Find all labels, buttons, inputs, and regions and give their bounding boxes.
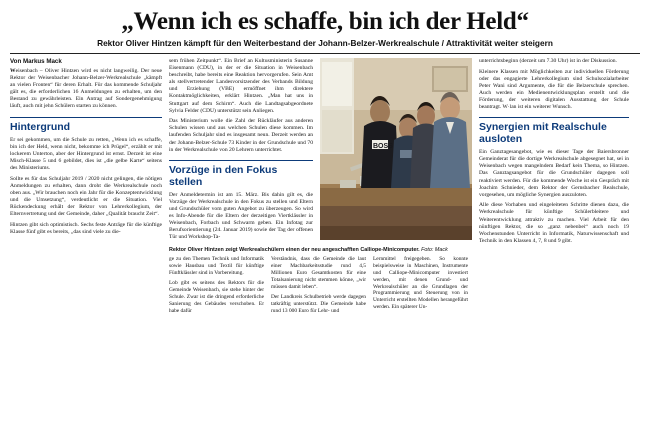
center-top-text: [169, 58, 472, 245]
column-center: [169, 58, 472, 318]
center-bottom-col-2: [271, 256, 366, 318]
paragraph: Der Anmeldetermin ist am 15. März. Bis dahin gilt es, die Vorzüge der Werkrealschule in den Fokus zu stellen und Eltern und Grundschüler vom guten Angebot zu überzeugen. So wird es Info-Abende für die Eltern der derzeitigen Viertklässler in Weisenbach, Forbach und Schwarm geben. Ein Infotag zur Berufsorientierung (24. Januar 2019) sowie der Tag der offenen Tür und Workshop-Ta-: [169, 191, 313, 241]
paragraph: Ein Ganztagesangebot, wie es dieser Tage der Baiersbronner Gemeinderat für die dortige Werkrealschule abgesegnet hat, sei in Weisenbach wegen mangelndem Bedarf kein Thema, so Hintzen. Das Ganztagsangebot für die Grundschüler dagegen soll reaktiviert werden. Für die kommende Woche ist ein Gespräch mit Joachim Schnieder, dem Rektor der Gernsbacher Realschule, vorgesehen, um mögliche Synergien auszuloten.: [479, 149, 629, 198]
section-heading-synergien: Synergien mit Realschule ausloten: [479, 117, 629, 145]
paragraph: Er sei gekommen, um die Schule zu retten, „Wenn ich es schaffe, bin ich der Held, wenn nicht, bekomme ich Prügel“, erzählt er mit lockerem Unterton, aber der Hintergrund ist ernst. Derzeit ist eine Misch-Klasse 5 und 6 gebildet, dies ist „die gelbe Karte“ seitens des Ministeriums.: [10, 136, 162, 171]
paragraph: Weisenbach – Oliver Hintzen wird es nicht langweilig. Der neue Rektor der Weisenbacher Johann-Belzer-Werkrealschule „kämpft an vielen Fronten“ für deren Erhalt. Für das kommende Schuljahr gält es, die erforderlichen 16 Anmeldungen zu erhalten, um den Bestand zu gewährleisten. Ein Antrag auf Sondergenehmigung läuft, auch mit jehn Schülern starten zu können.: [10, 68, 162, 110]
svg-text:BOSS: BOSS: [373, 143, 393, 150]
section-heading-hintergrund: Hintergrund: [10, 117, 162, 133]
page-title: „Wenn ich es schaffe, bin ich der Held“: [121, 8, 529, 35]
caption-text: Rektor Oliver Hintzen zeigt Werkrealschülern einen der neu angeschafften Calliope-Minicomputer.: [169, 246, 420, 253]
paragraph: unterrichtsbeginn (derzeit um 7.30 Uhr) ist in der Diskussion.: [479, 58, 617, 64]
paragraph: Lob gibt es seitens des Rektors für die Gemeinde Weisenbach, sie stehe hinter der Schule. Zwar ist die dringend erforderliche Sanierung des Gebäudes verschoben. Er habe dafür: [169, 280, 264, 314]
paragraph: Der Landkreis Schulbetrieb werde dagegen tatkräftig unterstützt. Die Gemeinde habe rund 13 000 Euro für Lehr- und: [271, 293, 366, 314]
divider: [10, 53, 640, 54]
paragraph: Das Ministerium wolle die Zahl der Rückläufer aus anderen Schulen wissen und aus welchen Schulen diese kommen. Im laufenden Schuljahr sind es insgesamt neun. Derzeit werden an der Johann-Belzer-Schule 73 Kinder in der Grundschule und 70 in der Werkrealschule von 20 Lehrern unterrichtet.: [169, 118, 313, 153]
paragraph: Verständnis, dass die Gemeinde die laut einer Machbarkeitsstudie rund 4,5 Millionen Euro Gesamtkosten für eine Totalsanierung nicht stemmen könne, „wir müssen damit leben“.: [271, 255, 366, 290]
photo-caption: [169, 247, 472, 254]
paragraph: Kleinere Klassen mit Möglichkeiten zur individuellen Förderung oder das engagierte Lehrerkollegium sind Schulsozialarbeiter Peter Wani sind Argumente, die für die Belzerschule sprechen. Auch werden ein Medienentwicklungsplan erstellt und die Förderung, der weiteren digitalen Ausstattung der Schule beantragt. W·lan ist ein weiterer Wunsch.: [479, 68, 629, 111]
column-two: [169, 58, 313, 245]
column-left: [10, 58, 162, 239]
photo-credit: Foto: Mack: [421, 246, 448, 253]
section-heading-vorzuege: Vorzüge in den Fokus stellen: [169, 160, 313, 188]
center-bottom-col-1: [169, 256, 264, 318]
byline: Von Markus Mack: [10, 58, 62, 65]
paragraph: Hintzen gibt sich optimistisch. Sechs feste Anträge für die künftige Klasse fünf gibt es bereits, „das sind viele zu die-: [10, 221, 162, 235]
center-bottom-col-3: [373, 256, 468, 318]
column-right: [479, 58, 629, 248]
paragraph: Lernmittel freigegeben. So konnte beispielsweise in Maschinen, Instrumente und Calliope-Minicomputer investiert werden, mit denen Grund- und Werkrealschüler an die Grundlagen der Programmierung und Steuerung von in Unterricht erstellten Modellen herangeführt werden. Ein späterer Un-: [373, 255, 468, 311]
photo-hintzen-with-students: [320, 58, 472, 240]
article-columns: [10, 58, 640, 318]
center-photo-block: [320, 58, 472, 245]
paragraph: sem frühen Zeitpunkt“. Ein Brief an Kultusministerin Susanne Eisenmann (CDU), in der er die Situation in Weisenbach beschreibt, habe bereits eine Reaktion hervorgerufen. Sein Amt als stellvertretender Landesvorsitzender des Verbands Bildung und Erziehung (VBE) ermöffnet ihm direktere Kontaktmöglichkeiten, erklärt Hintzen. „Man hat uns in Stuttgart auf dem Schirm“. Auch die Landtagsabgeordnete Sylvia Felder (CDU) unterstützt sein Anliegen.: [169, 58, 313, 114]
paragraph: Sollte es für das Schuljahr 2019 / 2020 nicht gelingen, die nötigen Anmeldungen zu erhalten, dann droht die Werkrealschule noch oben aus. „Wir brauchen noch ein Jahr für die Konzeptentwicklung und die Umsetzung“, verdeutlicht er die Situation. Viel Rückendeckung erhält der Rektor von Lehrerkollegium, der Elternvertretung und der Gemeinde, daher „Qualität braucht Zeit“.: [10, 175, 162, 217]
paragraph: Alle diese Vorhaben und eingeleiteten Schritte dienen dazu, die Werkrealschule für künftige Schülerbleitere und Weiterentwicklung attraktiv zu machen. Viel Arbeit für den nünftigen Rektor, die so „ganz nebenbei“ auch noch 19 Wochenstunden Unterricht in Informatik, Naturwissenschaft und Technik in den Klassen 4, 7, 8 und 9 gibt.: [479, 202, 629, 244]
paragraph: ge zu den Themen Technik und Informatik sowie Hausbau und Textil für künftige Fünftklässler sind in Vorbereitung.: [169, 255, 264, 276]
center-bottom-text: [169, 256, 472, 318]
article-subhead: Rektor Oliver Hintzen kämpft für den Weiterbestand der Johann-Belzer-Werkrealschule / Attraktivität weiter steigern: [97, 38, 553, 48]
